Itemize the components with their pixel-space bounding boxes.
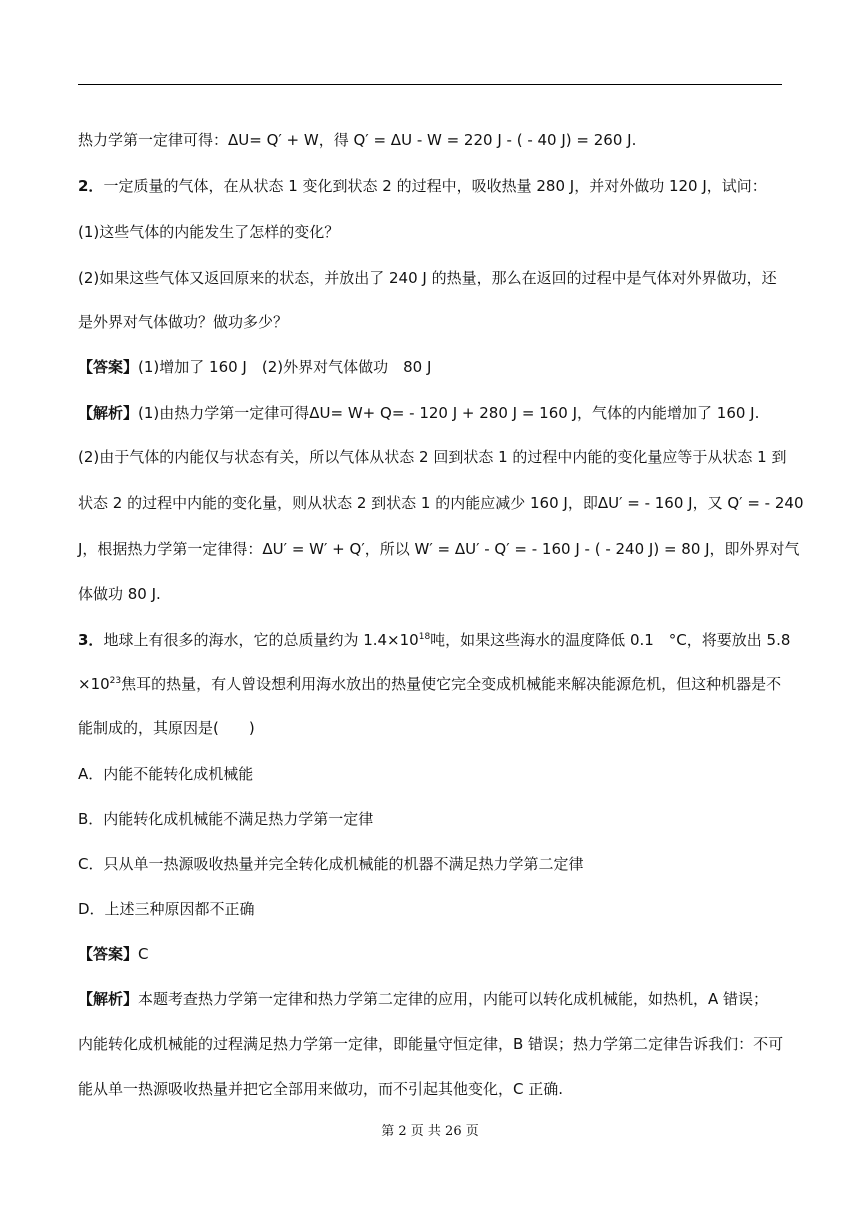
text-fragment: 焦耳的热量，有人曾设想利用海水放出的热量使它完全变成机械能来解决能源危机，但这种机器是不 <box>121 675 782 693</box>
text-fragment: 吨，如果这些海水的温度降低 0.1 °C，将要放出 5.8 <box>430 631 791 649</box>
text-line <box>78 674 782 694</box>
page-footer: 第 2 页 共 26 页 <box>381 1124 479 1139</box>
answer-label: 【答案】 <box>78 358 139 376</box>
option-c: C．只从单一热源吸收热量并完全转化成机械能的机器不满足热力学第二定律 <box>78 855 584 873</box>
text-fragment: ×10 <box>78 675 110 693</box>
analysis-label: 【解析】 <box>78 990 139 1008</box>
superscript: 23 <box>109 676 122 686</box>
answer-line <box>78 357 782 377</box>
header-rule <box>78 84 782 85</box>
option-b: B．内能转化成机械能不满足热力学第一定律 <box>78 810 374 828</box>
text-line: 是外界对气体做功？做功多少？ <box>78 313 289 331</box>
option-d: D．上述三种原因都不正确 <box>78 900 255 918</box>
question-number: 3． <box>78 631 104 649</box>
question-3-line <box>78 630 791 650</box>
answer-line <box>78 944 782 964</box>
text-line: J，根据热力学第一定律得：ΔU′ = W′ + Q′，所以 W′ = ΔU′ - Q′ = - 160 J - ( - 240 J) = 80 J，即外界对气 <box>78 540 800 558</box>
question-number: 2． <box>78 177 104 195</box>
superscript: 18 <box>418 632 431 642</box>
text-line: 体做功 80 J. <box>78 585 161 603</box>
text-line: (2)如果这些气体又返回原来的状态，并放出了 240 J 的热量，那么在返回的过程中是气体对外界做功，还 <box>78 269 777 287</box>
question-2-line <box>78 176 782 196</box>
text-line: (1)这些气体的内能发生了怎样的变化？ <box>78 223 340 241</box>
text-line: (2)由于气体的内能仅与状态有关，所以气体从状态 2 回到状态 1 的过程中内能的变化量应等于从状态 1 到 <box>78 448 787 466</box>
text-line: 热力学第一定律可得：ΔU= Q′ + W，得 Q′ = ΔU - W = 220 J - ( - 40 J) = 260 J. <box>78 131 637 149</box>
answer-value: C <box>138 945 149 963</box>
text-line: 本题考查热力学第一定律和热力学第二定律的应用，内能可以转化成机械能，如热机，A 错误； <box>138 990 769 1008</box>
text-fragment: 地球上有很多的海水，它的总质量约为 1.4×10 <box>103 631 419 649</box>
text-line: (1)增加了 160 J (2)外界对气体做功 80 J <box>138 358 432 376</box>
analysis-label: 【解析】 <box>78 404 139 422</box>
text-line: 一定质量的气体，在从状态 1 变化到状态 2 的过程中，吸收热量 280 J，并对外做功 120 J，试问： <box>103 177 767 195</box>
text-line: (1)由热力学第一定律可得ΔU= W+ Q= - 120 J + 280 J = 160 J，气体的内能增加了 160 J. <box>138 404 760 422</box>
option-a: A．内能不能转化成机械能 <box>78 765 254 783</box>
text-line: 内能转化成机械能的过程满足热力学第一定律，即能量守恒定律，B 错误；热力学第二定律告诉我们：不可 <box>78 1035 784 1053</box>
analysis-line <box>78 989 782 1009</box>
answer-label: 【答案】 <box>78 945 139 963</box>
text-line: 状态 2 的过程中内能的变化量，则从状态 2 到状态 1 的内能应减少 160 J，即ΔU′ = - 160 J，又 Q′ = - 240 <box>78 494 804 512</box>
text-line: 能制成的，其原因是( ) <box>78 719 255 737</box>
analysis-line <box>78 403 782 423</box>
text-line: 能从单一热源吸收热量并把它全部用来做功，而不引起其他变化，C 正确. <box>78 1080 564 1098</box>
